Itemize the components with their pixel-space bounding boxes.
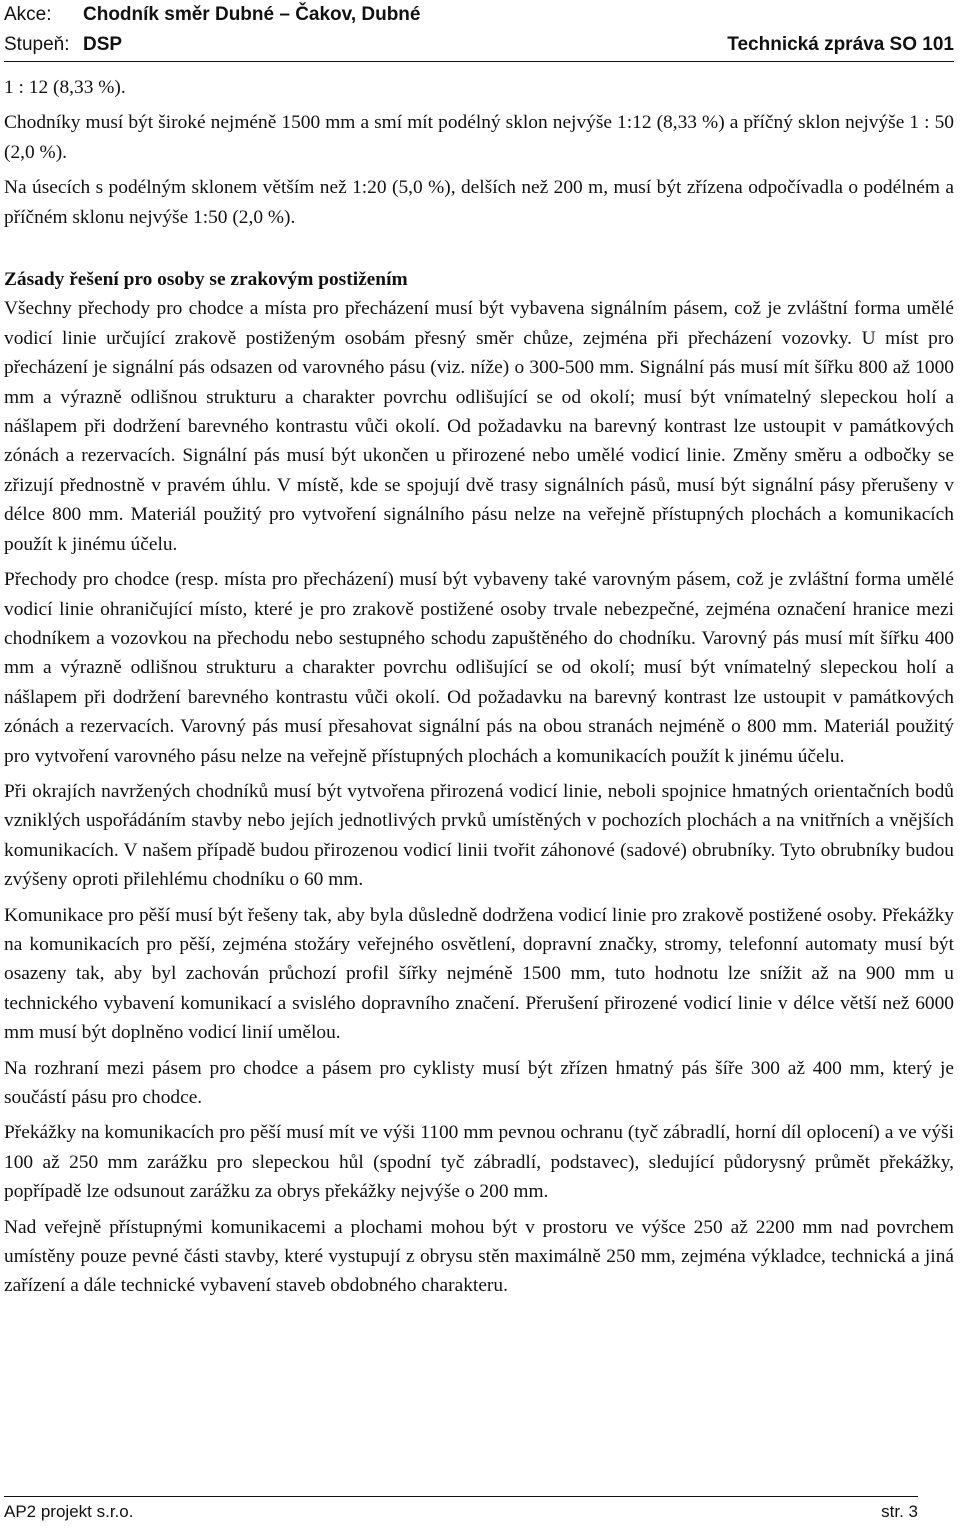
page-number: str. 3 [881,1502,918,1521]
paragraph: Přechody pro chodce (resp. místa pro přecházení) musí být vybaveny také varovným pásem, což je zvláštní forma umělé vodicí linie ohraničující místo, které je pro zrakově postižené osoby trvale nebezpečné, zejména označení hranice mezi chodníkem a vozovkou na přechodu nebo sestupného schodu zapuštěného do chodníku. Varovný pás musí mít šířku 400 mm a výrazně odlišnou strukturu a charakter povrchu odlišující se od okolí; musí být vnímatelný slepeckou holí a nášlapem při dodržení barevného kontrastu vůči okolí. Od požadavku na barevný kontrast lze ustoupit v památkových zónách a rezervacích. Varovný pás musí přesahovat signální pás na obou stranách nejméně o 800 mm. Materiál použitý pro vytvoření varovného pásu nelze na veřejně přístupných plochách a komunikacích použít k jinému účelu. [4,569,954,767]
paragraph: Všechny přechody pro chodce a místa pro přecházení musí být vybavena signálním pásem, což je zvláštní forma umělé vodicí linie určující zrakově postiženým osobám přesný směr chůze, zejména při přecházení vozovky. U míst pro přecházení je signální pás odsazen od varovného pásu (viz. níže) o 300-500 mm. Signální pás musí mít šířku 800 až 1000 mm a výrazně odlišnou strukturu a charakter povrchu odlišující se od okolí; musí být vnímatelný slepeckou holí a nášlapem při dodržení barevného kontrastu vůči okolí. Od požadavku na barevný kontrast lze ustoupit v památkových zónách a rezervacích. Signální pás musí být ukončen u přirozené nebo umělé vodicí linie. Změny směru a odbočky se zřizují přednostně v pravém úhlu. V místě, kde se spojují dvě trasy signálních pásů, musí být signální pásy přerušeny v délce 800 mm. Materiál použitý pro vytvoření signálního pásu nelze na veřejně přístupných plochách a komunikacích použít k jinému účelu. [4,298,954,555]
akce-value: Chodník směr Dubné – Čakov, Dubné [83,4,421,25]
page-header [4,0,954,60]
header-divider [4,61,954,62]
paragraph: Na rozhraní mezi pásem pro chodce a pásem pro cyklisty musí být zřízen hmatný pás šíře 300 až 400 mm, který je součástí pásu pro chodce. [4,1057,954,1108]
paragraph: Nad veřejně přístupnými komunikacemi a plochami mohou být v prostoru ve výšce 250 až 2200 mm nad povrchem umístěny pouze pevné části stavby, které vystupují z obrysu stěn maximálně 250 mm, zejména výkladce, technická a jiná zařízení a dále technické vybavení staveb obdobného charakteru. [4,1216,954,1297]
paragraph: Překážky na komunikacích pro pěší musí mít ve výši 1100 mm pevnou ochranu (tyč zábradlí, horní díl oplocení) a ve výši 100 až 250 mm zarážku pro slepeckou hůl (spodní tyč zábradlí, podstavec), sledující půdorysný průmět překážky, popřípadě lze odsunout zarážku za obrys překážky nejvýše o 200 mm. [4,1122,954,1203]
company-name: AP2 projekt s.r.o. [4,1502,134,1521]
paragraph: Při okrajích navržených chodníků musí být vytvořena přirozená vodicí linie, neboli spojnice hmatných orientačních bodů vzniklých uspořádáním stavby nebo jejích jednotlivých prvků umístěných v pochozích plochách a na vnitřních a vnějších komunikacích. V našem případě budou přirozenou vodicí linii tvořit záhonové (sadové) obrubníky. Tyto obrubníky budou zvýšeny oproti přilehlému chodníku o 60 mm. [4,780,954,891]
footer-divider [4,1496,918,1497]
page-footer [4,1496,918,1526]
spacer [4,238,954,265]
paragraph: Komunikace pro pěší musí být řešeny tak, aby byla důsledně dodržena vodicí linie pro zrakově postižené osoby. Překážky na komunikacích pro pěší, zejména stožáry veřejného osvětlení, dopravní značky, stromy, telefonní automaty musí být osazeny tak, aby byl zachován průchozí profil šířky nejméně 1500 mm, tuto hodnotu lze snížit až na 900 mm u technického vybavení komunikací a svislého dopravního značení. Přerušení přirozené vodicí linie v délce větší než 6000 mm musí být doplněno vodicí linií umělou. [4,904,954,1044]
paragraph: Na úsecích s podélným sklonem větším než 1:20 (5,0 %), delších než 200 m, musí být zřízena odpočívadla o podélném a příčném sklonu nejvýše 1:50 (2,0 %). [4,177,954,228]
paragraph: 1 : 12 (8,33 %). [4,77,126,98]
header-row-stupen [4,30,954,60]
stupen-label: Stupeň: [4,34,70,55]
akce-label: Akce: [4,4,52,25]
document-title: Technická zpráva SO 101 [727,34,954,55]
footer-row [4,1502,918,1526]
section-heading: Zásady řešení pro osoby se zrakovým postižením [4,269,408,291]
header-row-akce [4,0,954,30]
document-body [4,73,954,1307]
stupen-value: DSP [83,34,123,55]
paragraph: Chodníky musí být široké nejméně 1500 mm a smí mít podélný sklon nejvýše 1:12 (8,33 %) a příčný sklon nejvýše 1 : 50 (2,0 %). [4,112,954,163]
